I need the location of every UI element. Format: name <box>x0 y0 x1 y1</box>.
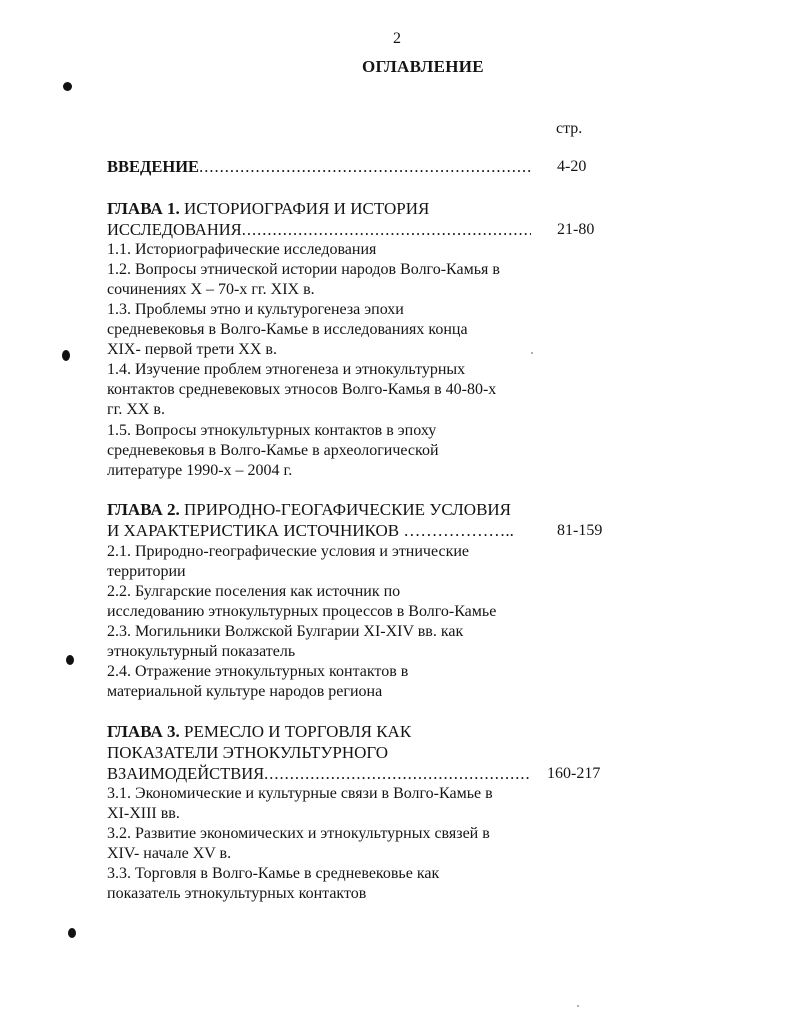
leader-dots <box>264 764 531 784</box>
chapter2-title-line1 <box>107 500 511 520</box>
chapter1-title-text: ИСТОРИОГРАФИЯ И ИСТОРИЯ <box>179 199 430 218</box>
chapter1-number: ГЛАВА 1. <box>107 199 180 218</box>
punch-hole-mark <box>63 82 72 91</box>
chapter3-title-line3-text: ВЗАИМОДЕЙСТВИЯ <box>107 764 265 783</box>
toc-intro-label: ВВЕДЕНИЕ <box>107 157 200 176</box>
toc-line: 2.3. Могильники Волжской Булгарии XI-XIV вв. как <box>107 623 464 640</box>
toc-line: XIV- начале XV в. <box>107 845 232 862</box>
chapter2-title-text: ПРИРОДНО-ГЕОГАФИЧЕСКИЕ УСЛОВИЯ <box>179 500 512 519</box>
chapter3-title-line2: ПОКАЗАТЕЛИ ЭТНОКУЛЬТУРНОГО <box>107 743 389 762</box>
page-column-label: стр. <box>556 120 583 137</box>
chapter2-title-line2 <box>107 521 514 541</box>
chapter3-title-line3 <box>107 764 531 784</box>
toc-line: литературе 1990-х – 2004 г. <box>107 462 293 479</box>
toc-intro <box>107 157 531 177</box>
page-number: 2 <box>393 30 401 47</box>
punch-hole-mark <box>62 350 70 361</box>
chapter1-title-line2 <box>107 220 531 240</box>
toc-line: 1.1. Историографические исследования <box>107 241 377 258</box>
toc-line: территории <box>107 563 186 580</box>
toc-line: исследованию этнокультурных процессов в Волго-Камье <box>107 603 497 620</box>
toc-line: средневековья в Волго-Камье в археологической <box>107 442 439 459</box>
toc-line: материальной культуре народов региона <box>107 683 383 700</box>
toc-line: 2.4. Отражение этнокультурных контактов в <box>107 663 409 680</box>
leader-dots <box>199 157 531 177</box>
chapter3-number: ГЛАВА 3. <box>107 722 180 741</box>
toc-line: показатель этнокультурных контактов <box>107 885 367 902</box>
punch-hole-mark <box>66 655 74 665</box>
toc-line: контактов средневековых этносов Волго-Камья в 40-80-х <box>107 381 497 398</box>
punch-hole-mark <box>68 928 76 938</box>
chapter2-title-line2-text: И ХАРАКТЕРИСТИКА ИСТОЧНИКОВ <box>107 521 404 540</box>
toc-line: этнокультурный показатель <box>107 643 296 660</box>
toc-line: средневековья в Волго-Камье в исследованиях конца <box>107 321 468 338</box>
toc-line: 1.4. Изучение проблем этногенеза и этнокультурных <box>107 361 466 378</box>
toc-line: XIX- первой трети XX в. <box>107 341 277 358</box>
chapter3-pages: 160-217 <box>547 765 601 782</box>
toc-line: 1.2. Вопросы этнической истории народов Волго-Камья в <box>107 261 500 278</box>
chapter1-title-line1 <box>107 199 429 219</box>
toc-intro-pages: 4-20 <box>557 158 587 175</box>
toc-line: 2.1. Природно-географические условия и этнические <box>107 543 470 560</box>
chapter2-pages: 81-159 <box>557 522 603 539</box>
leader-dots <box>242 220 531 240</box>
page-title: ОГЛАВЛЕНИЕ <box>362 57 484 76</box>
toc-line: 1.3. Проблемы этно и культурогенеза эпохи <box>107 301 404 318</box>
chapter1-title-line2-text: ИССЛЕДОВАНИЯ <box>107 220 242 239</box>
toc-line: сочинениях X – 70-х гг. XIX в. <box>107 281 315 298</box>
scan-speck <box>577 1005 579 1007</box>
toc-line: 3.3. Торговля в Волго-Камье в средневековье как <box>107 865 440 882</box>
toc-line: 3.2. Развитие экономических и этнокультурных связей в <box>107 825 490 842</box>
scan-speck <box>531 352 533 354</box>
chapter1-pages: 21-80 <box>557 221 595 238</box>
toc-line: 1.5. Вопросы этнокультурных контактов в эпоху <box>107 422 437 439</box>
toc-line: 2.2. Булгарские поселения как источник по <box>107 583 401 600</box>
chapter3-title-line1 <box>107 722 411 742</box>
chapter2-number: ГЛАВА 2. <box>107 500 180 519</box>
toc-line: 3.1. Экономические и культурные связи в Волго-Камье в <box>107 785 493 802</box>
chapter3-title-text: РЕМЕСЛО И ТОРГОВЛЯ КАК <box>179 722 412 741</box>
toc-line: гг. XX в. <box>107 401 165 418</box>
toc-line: XI-XIII вв. <box>107 805 180 822</box>
chapter2-leader: ……………….. <box>403 521 514 540</box>
